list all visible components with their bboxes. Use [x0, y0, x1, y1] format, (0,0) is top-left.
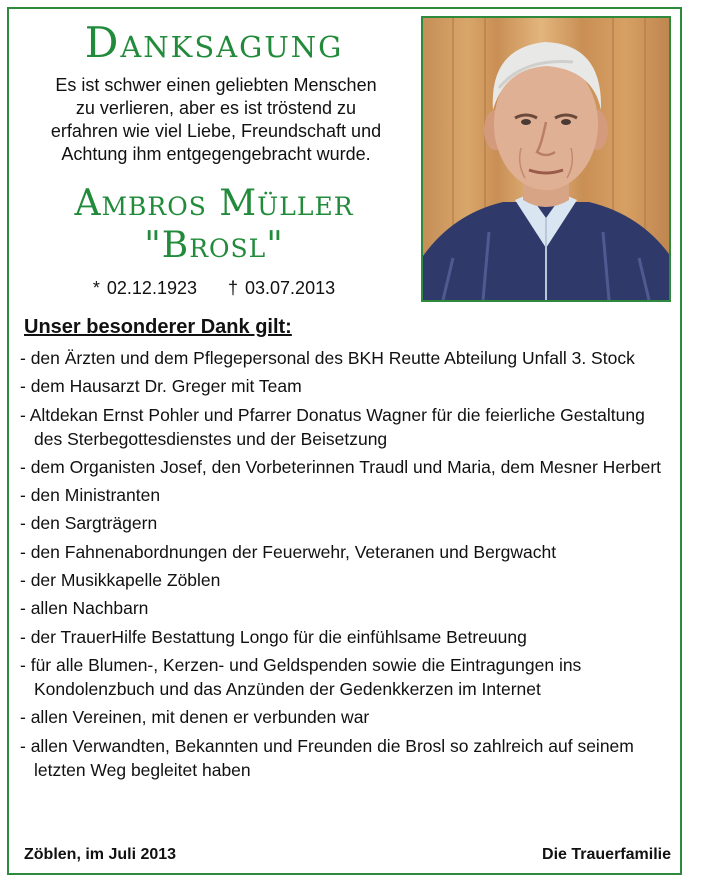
list-item: - allen Nachbarn [20, 596, 672, 620]
thanks-heading: Unser besonderer Dank gilt: [24, 316, 292, 338]
list-item: - der TrauerHilfe Bestattung Longo für die einfühlsame Betreuung [20, 625, 672, 649]
deceased-nickname: "Brosl" [144, 225, 284, 266]
death-date: † 03.07.2013 [228, 278, 336, 298]
portrait-photo [421, 16, 671, 302]
intro-line: Achtung ihm entgegengebracht wurde. [61, 144, 371, 164]
list-item: - den Fahnenabordnungen der Feuerwehr, Veteranen und Bergwacht [20, 540, 672, 564]
intro-line: zu verlieren, aber es ist tröstend zu [75, 98, 357, 118]
intro-line: erfahren wie viel Liebe, Freundschaft und [50, 121, 382, 141]
list-item: - dem Hausarzt Dr. Greger mit Team [20, 374, 672, 398]
portrait-illustration [423, 18, 669, 300]
thanks-list [20, 346, 672, 786]
card-title: Danksagung [84, 18, 344, 67]
list-item: - den Ministranten [20, 483, 672, 507]
list-item: - den Sargträgern [20, 511, 672, 535]
deceased-name: Ambros Müller [74, 183, 354, 224]
life-dates [18, 278, 410, 299]
list-item: - für alle Blumen-, Kerzen- und Geldspenden sowie die Eintragungen ins Kondolenzbuch und das Anzünden der Gedenkkerzen im Internet [20, 653, 672, 701]
list-item: - der Musikkapelle Zöblen [20, 568, 672, 592]
list-item: - allen Verwandten, Bekannten und Freunden die Brosl so zahlreich auf seinem letzten Weg begleitet haben [20, 734, 672, 782]
birth-date: * 02.12.1923 [92, 278, 197, 298]
intro-line: Es ist schwer einen geliebten Menschen [55, 75, 377, 95]
list-item: - Altdekan Ernst Pohler und Pfarrer Donatus Wagner für die feierliche Gestaltung des Sterbegottesdienstes und der Beisetzung [20, 403, 672, 451]
intro-text [24, 74, 408, 166]
list-item: - den Ärzten und dem Pflegepersonal des BKH Reutte Abteilung Unfall 3. Stock [20, 346, 672, 370]
signature: Die Trauerfamilie [542, 846, 671, 863]
list-item: - dem Organisten Josef, den Vorbeterinnen Traudl und Maria, dem Mesner Herbert [20, 455, 672, 479]
place-date: Zöblen, im Juli 2013 [24, 846, 177, 863]
list-item: - allen Vereinen, mit denen er verbunden war [20, 705, 672, 729]
